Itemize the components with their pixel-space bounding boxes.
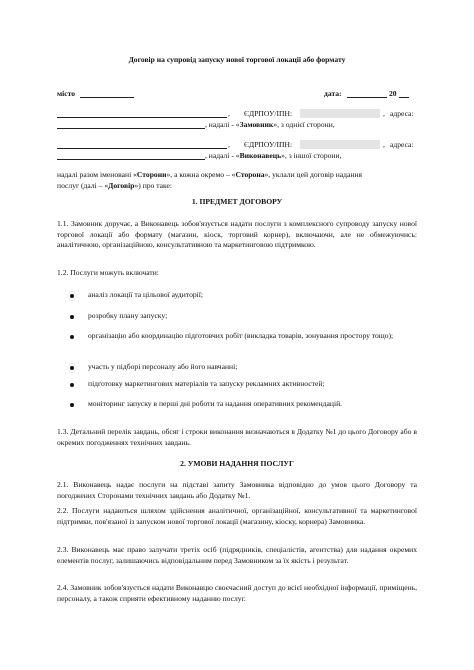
city-label: місто	[57, 89, 76, 98]
list-item: аналіз локації та цільової аудиторії;	[88, 290, 203, 299]
party1-address-label: адреса:	[390, 109, 414, 118]
list-item: розробку плану запуску;	[88, 311, 168, 320]
party1-edrpou-field[interactable]	[300, 109, 380, 118]
party2-name-blank[interactable]	[57, 148, 227, 149]
intro-line-2: послуг (далі – «Договір») про таке:	[57, 181, 173, 190]
party2-address-blank[interactable]	[57, 159, 205, 160]
party2-address-label: адреса:	[390, 140, 414, 149]
year-blank[interactable]	[399, 97, 409, 98]
bullet-icon	[70, 294, 74, 298]
bullet-icon	[70, 383, 74, 387]
bullet-icon	[70, 403, 74, 407]
party1-edrpou-label: ЄДРПОУ/ІПН:	[244, 109, 293, 118]
bullet-icon	[70, 335, 74, 339]
clause-1-1: 1.1. Замовник доручає, а Виконавець зобов'язується надати послуги з комплексного супроводу запуску нової торгової локації або формату (магазин, кіоск, торговий корнер), включаючи, але не обмежуючись: аналітичною, організаційною, консультативною та маркетинговою підтримкою.	[57, 219, 417, 249]
party1-name-blank[interactable]	[57, 117, 227, 118]
clause-1-2: 1.2. Послуги можуть включати:	[57, 268, 159, 277]
city-blank[interactable]	[80, 97, 134, 98]
list-item: підготовку маркетингових матеріалів та запуску рекламних активностей;	[88, 379, 325, 388]
party2-edrpou-label: ЄДРПОУ/ІПН:	[244, 140, 293, 149]
clause-2-2: 2.2. Послуги надаються шляхом здійснення аналітичної, організаційної, консультативної та маркетингової підтримки, пов'язаної із запуском нової торгової локації (магазину, кіоску, корнера) Замовника.	[57, 506, 417, 526]
date-label: дата:	[324, 89, 342, 98]
clause-1-3: 1.3. Детальний перелік завдань, обсяг і строки виконання визначаються в Додатку №1 до цього Договору або в окремих погодженнях технічних завдань.	[57, 427, 417, 447]
year-prefix: 20	[389, 89, 397, 98]
party1-address-blank[interactable]	[57, 128, 205, 129]
date-blank[interactable]	[347, 97, 387, 98]
document-page: Договір на супровід запуску нової торгової локації або формату місто дата: 20 , ЄДРПОУ/ІПН: , адреса: , надалі - «Замовник», з однієї сторони, , ЄДРПОУ/ІПН: , адреса: , надалі - «Виконавець», з іншої сторони, надалі разом іменовані «Сторони», а кожна окремо – «Сторона», уклали цей договір надання послуг (далі – «Договір») про таке: 1. ПРЕДМЕТ ДОГОВОРУ 1.1. Замовник доручає, а Виконавець зобов'язується надати послуги з комплексного супроводу запуску нової торгової локації або формату (магазин, кіоск, торговий корнер), включаючи, але не обмежуючись: аналітичною, організаційною, консультативною та маркетинговою підтримкою. 1.2. Послуги можуть включати: аналіз локації та цільової аудиторії; розробку плану запуску; організацію або координацію підготовчих робіт (викладка товарів, зонування простору тощо); участь у підборі персоналу або його навчанні; підготовку маркетингових матеріалів та запуску рекламних активностей; моніторинг запуску в перші дні роботи та надання оперативних рекомендацій. 1.3. Детальний перелік завдань, обсяг і строки виконання визначаються в Додатку №1 до цього Договору або в окремих погодженнях технічних завдань. 2. УМОВИ НАДАННЯ ПОСЛУГ 2.1. Виконавець надає послуги на підставі запиту Замовника відповідно до умов цього Договору та погоджених Сторонами технічних завдань або Додатку №1. 2.2. Послуги надаються шляхом здійснення аналітичної, організаційної, консультативної та маркетингової підтримки, пов'язаної із запуском нової торгової локації (магазину, кіоску, корнера) Замовника. 2.3. Виконавець має право залучати третіх осіб (підрядників, спеціалістів, агентства) для надання окремих елементів послуг, залишаючись відповідальним перед Замовником за їх якість і результат. 2.4. Замовник зобов'язується надати Виконавцю своєчасний доступ до всієї необхідної інформації, приміщень, персоналу, а також сприяти ефективному наданню послуг.	[0, 0, 474, 670]
list-item: моніторинг запуску в перші дні роботи та надання оперативних рекомендацій.	[88, 399, 343, 408]
party2-role-line: , надалі - «Виконавець», з іншої сторони,	[205, 151, 342, 160]
clause-2-3: 2.3. Виконавець має право залучати третіх осіб (підрядників, спеціалістів, агентства) для надання окремих елементів послуг, залишаючись відповідальним перед Замовником за їх якість і результат.	[57, 545, 417, 565]
document-title: Договір на супровід запуску нової торгової локації або формату	[128, 55, 346, 64]
bullet-icon	[70, 315, 74, 319]
list-item: участь у підборі персоналу або його навчанні;	[88, 362, 238, 371]
intro-line-1: надалі разом іменовані «Сторони», а кожна окремо – «Сторона», уклали цей договір надання	[57, 170, 363, 179]
section1-heading: 1. ПРЕДМЕТ ДОГОВОРУ	[191, 197, 283, 206]
section2-heading: 2. УМОВИ НАДАННЯ ПОСЛУГ	[180, 459, 294, 468]
clause-2-1: 2.1. Виконавець надає послуги на підставі запиту Замовника відповідно до умов цього Договору та погоджених Сторонами технічних завдань або Додатку №1.	[57, 480, 417, 500]
party2-edrpou-field[interactable]	[300, 140, 380, 149]
bullet-icon	[70, 366, 74, 370]
party1-role-line: , надалі - «Замовник», з однієї сторони,	[205, 120, 335, 129]
list-item: організацію або координацію підготовчих робіт (викладка товарів, зонування простору тощо);	[88, 331, 394, 340]
clause-2-4: 2.4. Замовник зобов'язується надати Виконавцю своєчасний доступ до всієї необхідної інформації, приміщень, персоналу, а також сприяти ефективному наданню послуг.	[57, 583, 417, 603]
